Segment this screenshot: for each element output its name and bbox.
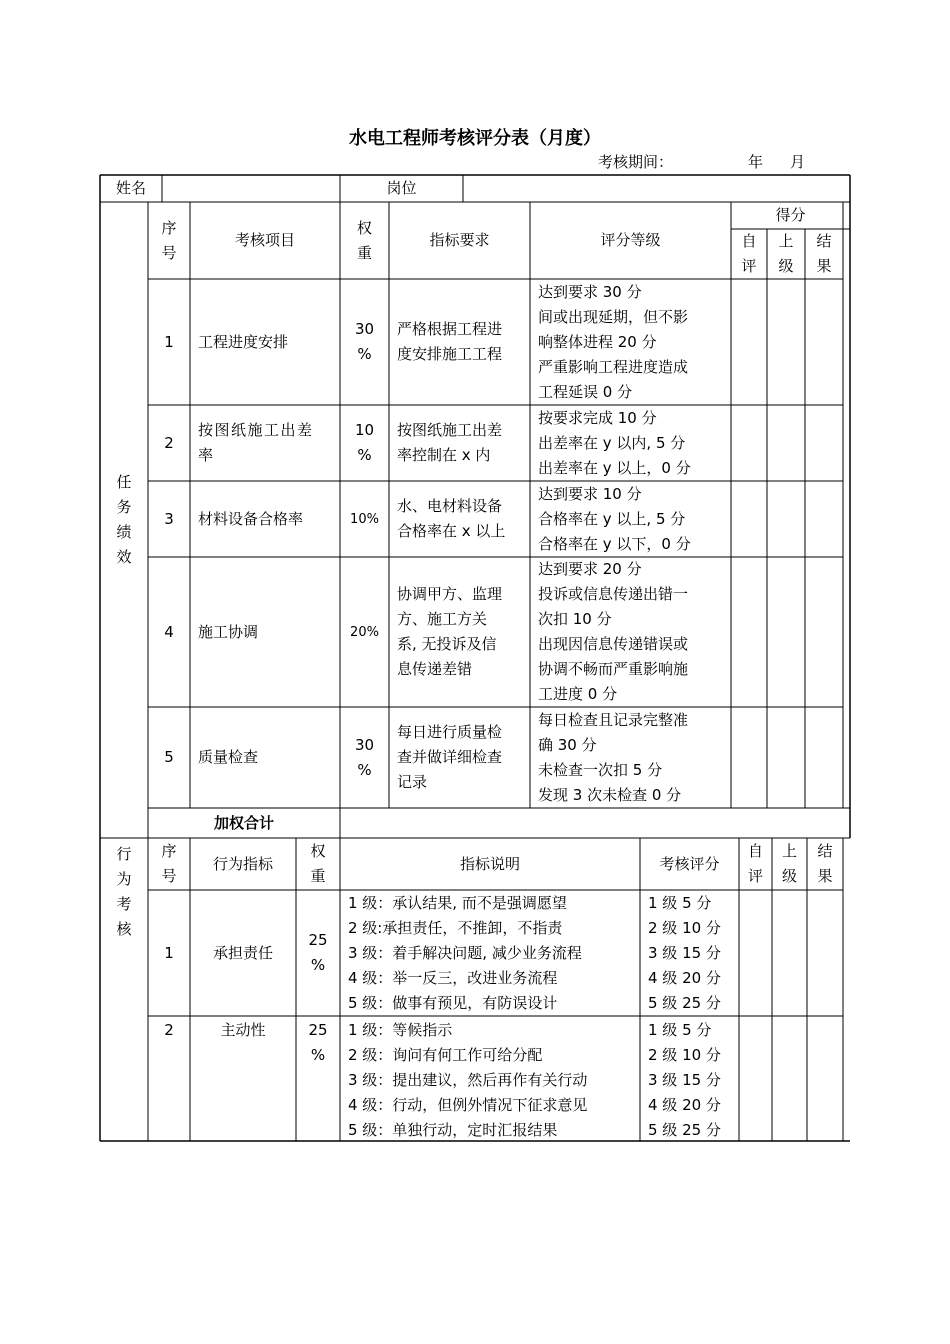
task-result-header: 结 果 — [816, 232, 832, 275]
position-field[interactable] — [463, 175, 850, 202]
task-row-5-superior-score[interactable] — [767, 707, 805, 808]
task-row-3-grade: 达到要求 10 分 合格率在 y 以上, 5 分 合格率在 y 以下，0 分 — [538, 484, 691, 553]
task-row-4-superior-score[interactable] — [767, 557, 805, 707]
behavior-assessment-section-label: 行 为 考 核 — [116, 845, 132, 938]
task-row-2-superior-score[interactable] — [767, 405, 805, 481]
behavior-result-header: 结 果 — [817, 842, 833, 885]
task-row-4-result-score[interactable] — [805, 557, 843, 707]
weighted-total-field[interactable] — [340, 808, 850, 838]
document-title: 水电工程师考核评分表（月度） — [349, 128, 601, 149]
name-field[interactable] — [162, 175, 340, 202]
task-row-1-superior-score[interactable] — [767, 279, 805, 405]
assessment-period-label: 考核期间： — [598, 153, 674, 171]
task-row-5-grade: 每日检查且记录完整准 确 30 分 未检查一次扣 5 分 发现 3 次未检查 0 分 — [538, 710, 689, 804]
task-superior-header: 上 级 — [778, 232, 794, 275]
task-row-2-grade: 按要求完成 10 分 出差率在 y 以内, 5 分 出差率在 y 以上，0 分 — [538, 408, 691, 477]
task-row-5-self-score[interactable] — [731, 707, 767, 808]
behavior-row-1-superior-score[interactable] — [772, 890, 807, 1016]
behavior-row-1-weight: 25 % — [308, 931, 328, 974]
behavior-row-1-result-score[interactable] — [807, 890, 843, 1016]
task-weight-header: 权 重 — [356, 218, 372, 262]
task-row-4-self-score[interactable] — [731, 557, 767, 707]
task-row-5-weight: 30 % — [354, 735, 375, 779]
task-row-5-requirement: 每日进行质量检 查并做详细检查 记录 — [397, 723, 503, 791]
task-row-1-grade: 达到要求 30 分 间或出现延期，但不影 响整体进程 20 分 严重影响工程进度造成 工程延误 0 分 — [538, 282, 689, 401]
task-performance-section-label: 任 务 绩 效 — [116, 473, 132, 566]
task-row-3-seq: 3 — [164, 509, 174, 528]
task-row-4-weight: 20% — [350, 624, 379, 640]
behavior-row-2-seq: 2 — [164, 1021, 174, 1039]
behavior-weight-header: 权 重 — [310, 842, 326, 885]
task-requirement-header: 指标要求 — [429, 231, 490, 249]
task-row-1-result-score[interactable] — [805, 279, 843, 405]
period-year-label: 年 — [748, 153, 764, 171]
task-score-header: 得分 — [775, 206, 806, 224]
task-item-header: 考核项目 — [234, 231, 295, 249]
behavior-superior-header: 上 级 — [781, 842, 797, 885]
task-row-3-self-score[interactable] — [731, 481, 767, 557]
task-row-5-item: 质量检查 — [198, 748, 259, 766]
behavior-row-1-self-score[interactable] — [739, 890, 772, 1016]
task-row-4-requirement: 协调甲方、监理 方、施工方关 系, 无投诉及信 息传递差错 — [397, 585, 503, 678]
task-row-3-requirement: 水、电材料设备 合格率在 x 以上 — [397, 497, 506, 540]
task-row-1-item: 工程进度安排 — [198, 332, 289, 351]
behavior-row-1-description: 1 级：承认结果, 而不是强调愿望 2 级:承担责任，不推卸，不指责 3 级：着手解决问题, 减少业务流程 4 级：举一反三，改进业务流程 5 级：做事有预见，有防误设计 — [348, 893, 582, 1012]
behavior-row-2-description: 1 级：等候指示 2 级：询问有何工作可给分配 3 级：提出建议，然后再作有关行动 4 级：行动，但例外情况下征求意见 5 级：单独行动，定时汇报结果 — [348, 1021, 588, 1139]
task-row-3-weight: 10% — [350, 511, 379, 527]
task-row-2-item: 按图纸施工出差 率 — [198, 421, 314, 464]
task-row-5-seq: 5 — [164, 748, 174, 766]
task-row-2-weight: 10 % — [354, 421, 375, 464]
behavior-indicator-header: 行为指标 — [212, 854, 273, 873]
behavior-grade-header: 考核评分 — [659, 854, 720, 873]
task-row-1-requirement: 严格根据工程进 度安排施工工程 — [397, 320, 503, 363]
behavior-row-1-grade: 1 级 5 分 2 级 10 分 3 级 15 分 4 级 20 分 5 级 25 分 — [648, 893, 721, 1012]
task-row-3-superior-score[interactable] — [767, 481, 805, 557]
behavior-row-1-seq: 1 — [164, 943, 174, 962]
task-row-3-item: 材料设备合格率 — [198, 509, 304, 528]
behavior-row-1-indicator: 承担责任 — [212, 943, 273, 962]
behavior-row-2-grade: 1 级 5 分 2 级 10 分 3 级 15 分 4 级 20 分 5 级 25 分 — [648, 1021, 721, 1139]
task-row-4-item: 施工协调 — [198, 622, 259, 641]
behavior-row-2-weight: 25 % — [308, 1021, 328, 1064]
task-seq-header: 序 号 — [161, 218, 177, 262]
behavior-self-header: 自 评 — [747, 842, 763, 885]
task-grade-header: 评分等级 — [600, 231, 661, 249]
task-row-1-weight: 30 % — [354, 320, 375, 363]
task-row-1-seq: 1 — [164, 332, 174, 351]
behavior-description-header: 指标说明 — [459, 854, 520, 873]
task-row-1-self-score[interactable] — [731, 279, 767, 405]
behavior-seq-header: 序 号 — [161, 842, 177, 885]
task-row-4-grade: 达到要求 20 分 投诉或信息传递出错一 次扣 10 分 出现因信息传递错误或 协调不畅而严重影响施 工进度 0 分 — [538, 560, 689, 703]
name-label: 姓名 — [115, 179, 146, 197]
task-row-2-requirement: 按图纸施工出差 率控制在 x 内 — [397, 421, 503, 464]
behavior-row-2-indicator: 主动性 — [220, 1021, 266, 1039]
task-row-4-seq: 4 — [164, 622, 174, 641]
weighted-total-label: 加权合计 — [213, 813, 274, 832]
behavior-row-2-self-score[interactable] — [739, 1016, 772, 1141]
task-row-3-result-score[interactable] — [805, 481, 843, 557]
task-row-2-self-score[interactable] — [731, 405, 767, 481]
period-month-label: 月 — [790, 153, 806, 171]
task-row-2-result-score[interactable] — [805, 405, 843, 481]
task-row-2-seq: 2 — [164, 433, 174, 452]
task-self-header: 自 评 — [741, 232, 757, 275]
behavior-row-2-result-score[interactable] — [807, 1016, 843, 1141]
position-label: 岗位 — [386, 179, 417, 197]
task-row-5-result-score[interactable] — [805, 707, 843, 808]
behavior-row-2-superior-score[interactable] — [772, 1016, 807, 1141]
